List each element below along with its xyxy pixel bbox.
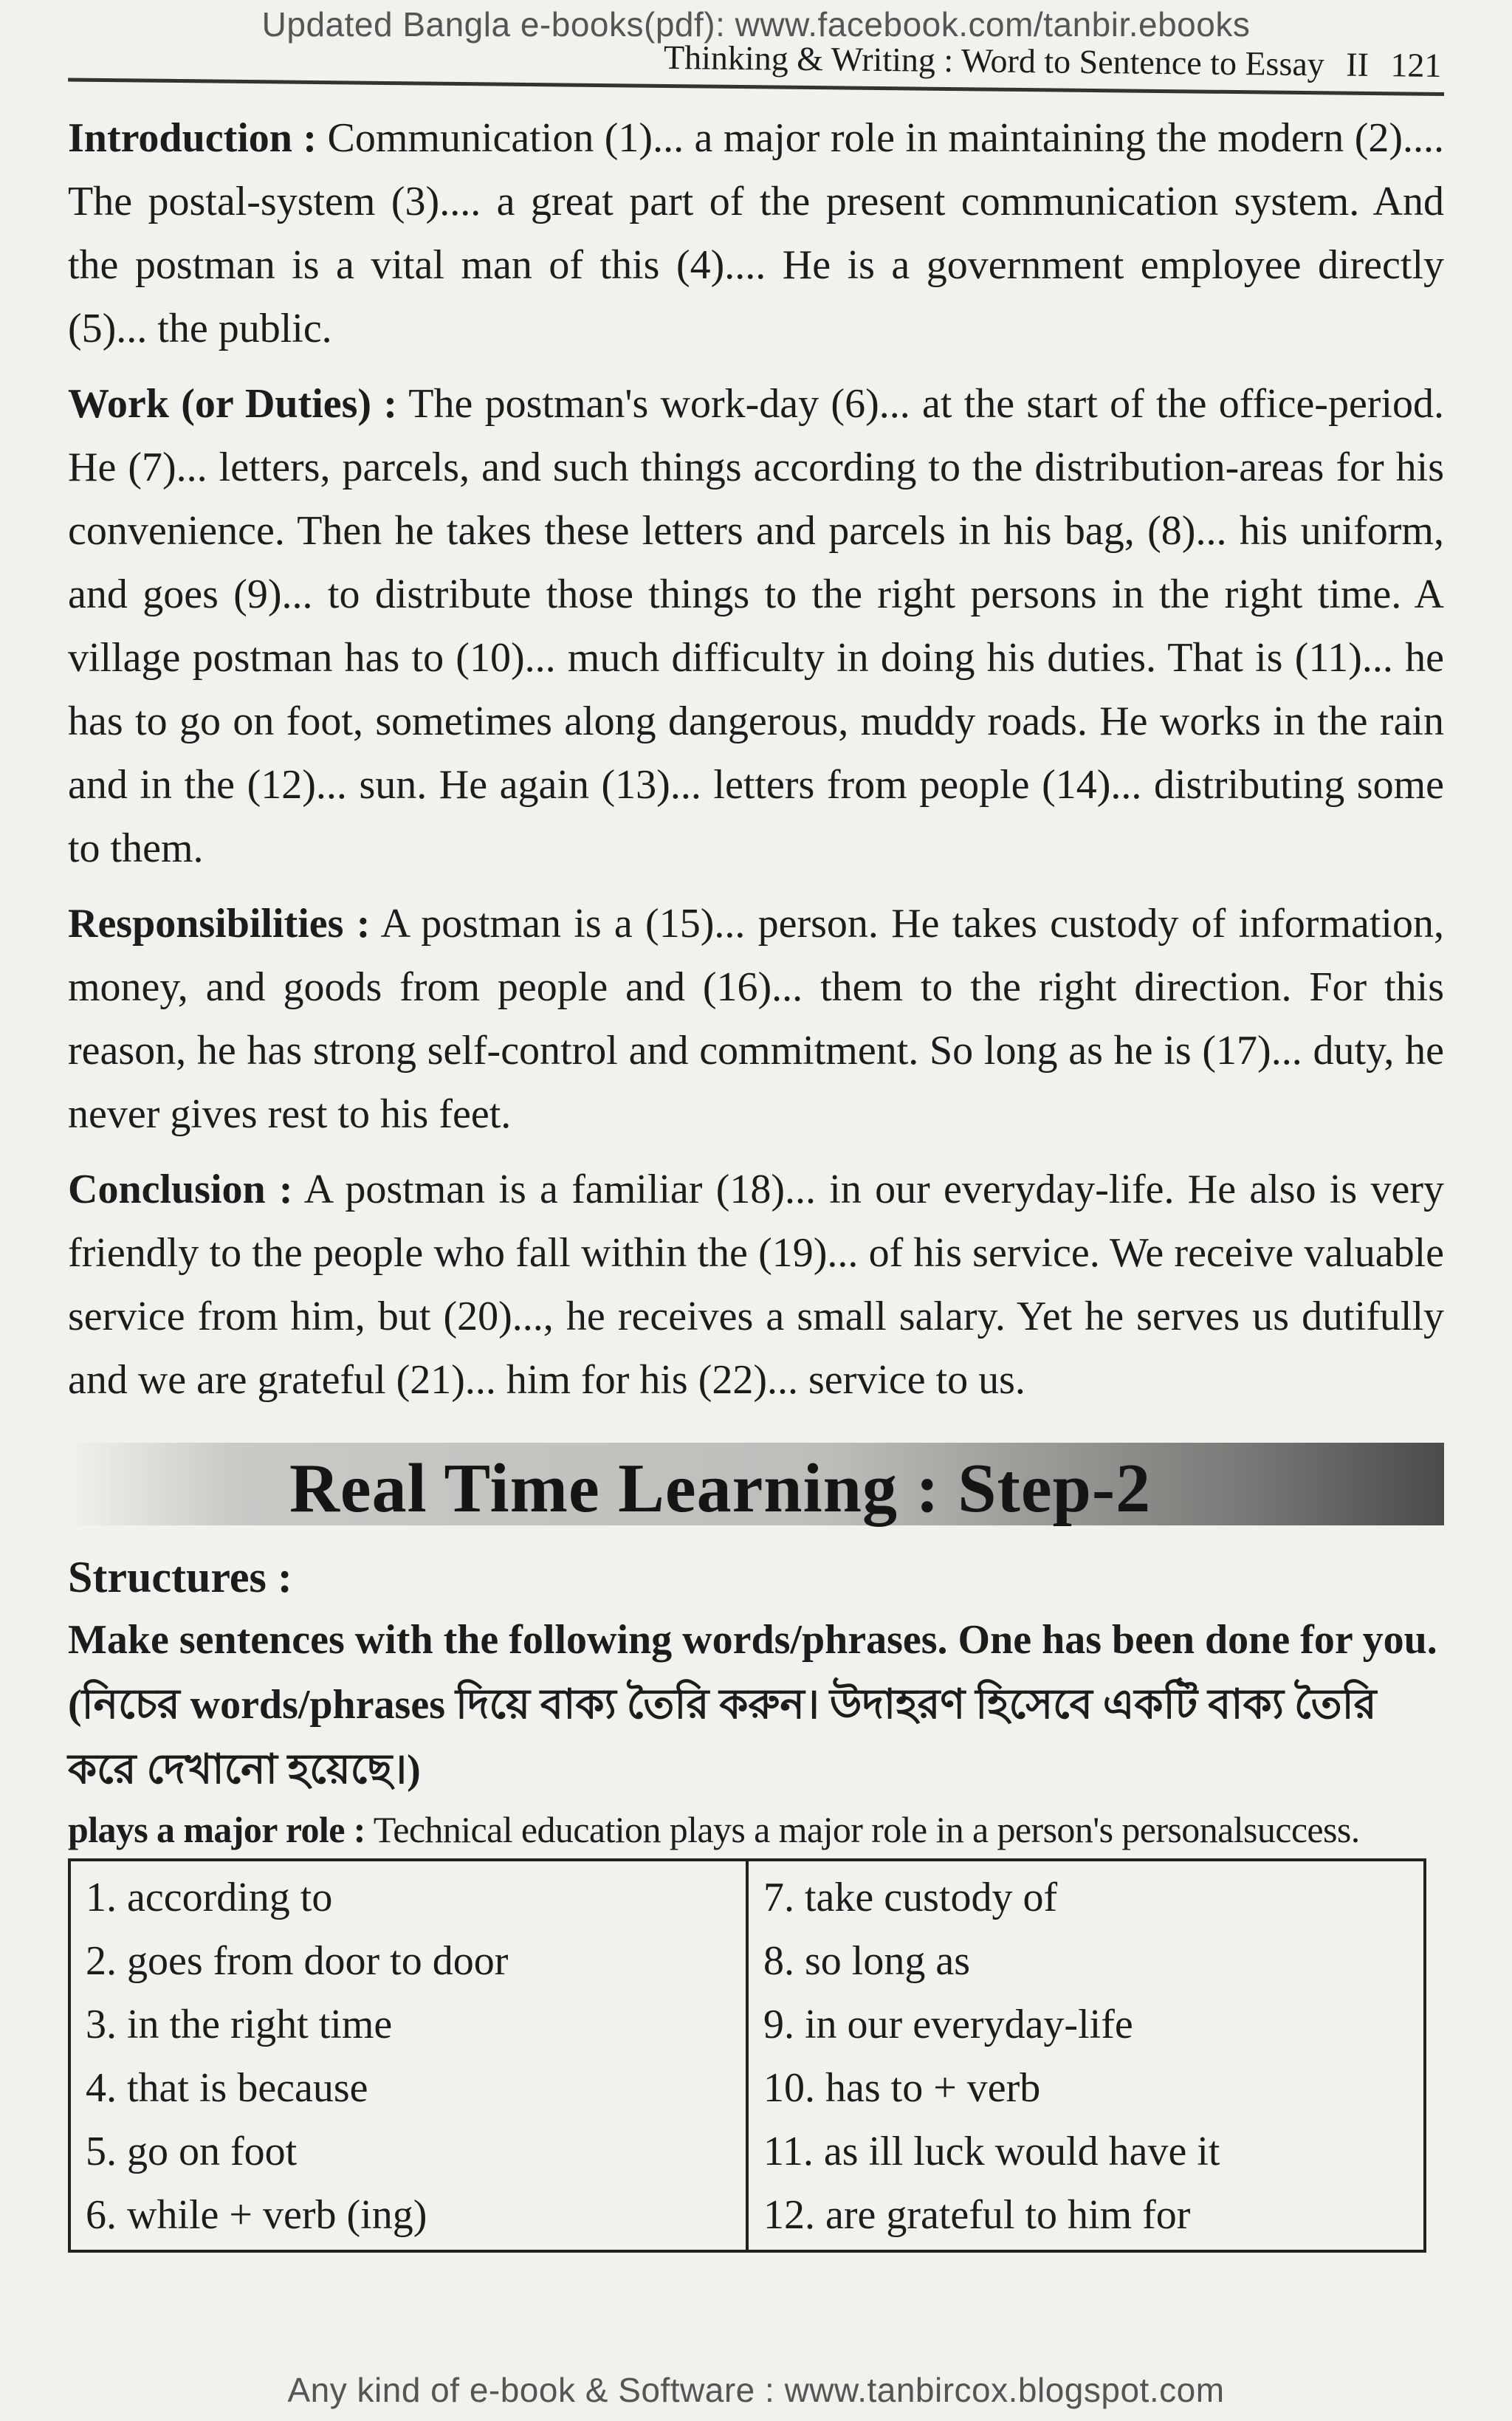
phrase-item: 3. in the right time xyxy=(86,2002,393,2047)
phrase-item: 9. in our everyday-life xyxy=(763,2002,1133,2047)
phrase-item: 11. as ill luck would have it xyxy=(763,2129,1220,2174)
phrase-item: 7. take custody of xyxy=(763,1875,1058,1920)
watermark-top: Updated Bangla e-books(pdf): www.facebook.com/tanbir.ebooks xyxy=(261,5,1251,44)
book-page xyxy=(68,38,1445,2253)
phrase-item: 2. goes from door to door xyxy=(86,1938,509,1984)
example-sentence: Technical education plays a major role in a person's personalsuccess. xyxy=(373,1809,1360,1850)
paragraph-heading: Conclusion : xyxy=(68,1167,293,1212)
watermark-bottom: Any kind of e-book & Software : www.tanbircox.blogspot.com xyxy=(287,2371,1225,2409)
page-number: 121 xyxy=(1390,46,1442,84)
phrase-table xyxy=(68,1858,1426,2253)
paragraph-work xyxy=(68,372,1444,880)
phrase-item: 5. go on foot xyxy=(86,2129,298,2174)
paragraph-responsibilities xyxy=(68,892,1444,1146)
example-term: plays a major role : xyxy=(68,1809,365,1850)
paragraph-heading: Work (or Duties) : xyxy=(68,381,397,427)
running-head-separator: II xyxy=(1346,45,1370,83)
example-line xyxy=(68,1808,1444,1851)
phrase-item: 10. has to + verb xyxy=(763,2065,1041,2111)
section-banner xyxy=(68,1443,1444,1525)
paragraph-heading: Responsibilities : xyxy=(68,901,371,947)
phrase-column-left xyxy=(69,1860,747,2251)
phrase-item: 4. that is because xyxy=(86,2065,368,2111)
phrase-item: 1. according to xyxy=(86,1875,333,1920)
section-banner-title: Real Time Learning : Step-2 xyxy=(289,1450,1152,1527)
phrase-item: 12. are grateful to him for xyxy=(763,2192,1191,2238)
structures-title: Structures : xyxy=(68,1553,292,1601)
structures-instruction: Make sentences with the following words/phrases. One has been done for you. (নিচের words/phrases দিয়ে বাক্য তৈরি করুন। উদাহরণ হিসেবে একটি বাক্য তৈরি করে দেখানো হয়েছে।) xyxy=(68,1617,1437,1793)
paragraph-text: A postman is a familiar (18)... in our everyday-life. He also is very friendly to the people who fall within the (19)... of his service. We receive valuable service from him, but (20)..., he receives a small salary. Yet he serves us dutifully and we are grateful (21)... him for his (22)... service to us. xyxy=(68,1167,1444,1403)
paragraph-introduction xyxy=(68,106,1444,360)
paragraph-heading: Introduction : xyxy=(68,115,317,161)
running-head-title: Thinking & Writing : Word to Sentence to Essay xyxy=(663,38,1325,83)
paragraph-text: The postman's work-day (6)... at the start of the office-period. He (7)... letters, parcels, and such things according to the distribution-areas for his convenience. Then he takes these letters and parcels in his bag, (8)... his uniform, and goes (9)... to distribute those things to the right persons in the right time. A village postman has to (10)... much difficulty in doing his duties. That is (11)... he has to go on foot, sometimes along dangerous, muddy roads. He works in the rain and in the (12)... sun. He again (13)... letters from people (14)... distributing some to them. xyxy=(68,381,1445,871)
paragraph-text: Communication (1)... a major role in maintaining the modern (2).... The postal-system (3).... a great part of the present communication system. And the postman is a vital man of this (4).... He is a government employee directly (5)... the public. xyxy=(68,115,1445,351)
phrase-column-right xyxy=(747,1860,1425,2251)
phrase-item: 8. so long as xyxy=(763,1938,970,1984)
paragraph-text: A postman is a (15)... person. He takes custody of information, money, and goods from people and (16)... them to the right direction. For this reason, he has strong self-control and commitment. So long as he is (17)... duty, he never gives rest to his feet. xyxy=(68,901,1444,1137)
phrase-item: 6. while + verb (ing) xyxy=(86,2192,427,2238)
paragraph-conclusion xyxy=(68,1158,1444,1412)
